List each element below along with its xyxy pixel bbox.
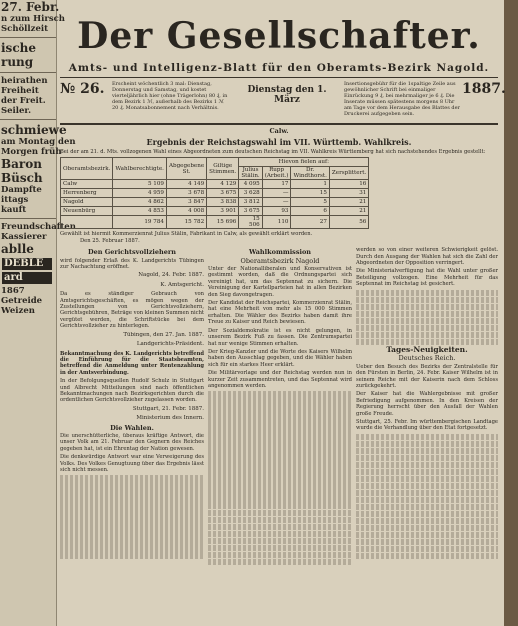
spine-line: der Freit.	[1, 96, 46, 106]
right-column	[356, 247, 498, 566]
table-header: Abgegebene St.	[166, 158, 206, 180]
article-heading: Bekanntmachung des K. Landgerichts betreffend die Einführung für die Staatsbeamten, betreffend die Anmeldung unter Rentenzahlung in der Amtsverbindung.	[60, 350, 204, 376]
article-paragraph: Stuttgart, 25. Febr. Im württembergischen Landtage wurde die Verhandlung über den Etat fortgesetzt.	[356, 419, 498, 432]
article-heading: Tages-Neuigkeiten.	[386, 344, 468, 354]
spine-inverse-label: ard	[2, 272, 52, 284]
election-intro: Bei der am 21. d. Mts. vollzogenen Wahl eines Abgeordneten zum deutschen Reichstag im VII. Wahlkreis Württemberg hat sich nachstehendes Ergebnis gestellt:	[60, 149, 486, 155]
spine-line: Büsch	[1, 171, 43, 185]
article-paragraph: Die unerschütterliche, überaus kräftige Antwort, die unser Volk am 21. Februar den Gegnern des Reiches gegeben hat, ist ein Ehrentag der Nation gewesen.	[60, 432, 204, 452]
dateline: Stuttgart, 21. Febr. 1887.	[132, 405, 204, 412]
spine-line: kauft	[1, 205, 27, 215]
spine-line: Getreide	[1, 296, 43, 306]
article-paragraph: werden so von einer weiteren Schwierigkeit gelöst. Durch den Ausgang der Wahlen hat sich die Zahl der Abgeordneten der Opposition verringert.	[356, 247, 498, 267]
table-total-row: 19 784 15 782 15 696 15 506 110 27 56	[61, 216, 369, 229]
article-heading: Wahlkommission	[248, 248, 312, 257]
spine-line: Dampfte	[1, 185, 42, 195]
article-columns	[60, 247, 498, 566]
spine-line: Kassierer	[1, 232, 47, 242]
article-paragraph: wird folgender Erlaß des K. Landgerichts Tübingen zur Nachachtung eröffnet.	[60, 257, 204, 271]
article-paragraph: Der Kandidat der Reichspartei, Kommerzienrat Stälin, hat eine Mehrheit von mehr als 15 000 Stimmen erhalten. Die Wähler des Bezirks haben damit ihre Treue zu Kaiser und Reich bewiesen.	[208, 300, 352, 326]
spine-line: Freundschaften	[1, 222, 76, 232]
spine-line: n zum Hirsch	[1, 14, 65, 24]
table-header: Dr. Windthorst.	[291, 167, 329, 180]
article-heading: Den Gerichtsvollziehern	[87, 248, 177, 257]
table-row: Neuenbürg 4 853 4 008 3 901 3 675 93 6 21	[61, 207, 369, 216]
table-row: Herrenberg 4 959 3 678 3 675 3 628 — 15 31	[61, 189, 369, 198]
spine-line: Seiler.	[1, 106, 32, 116]
left-column	[60, 247, 204, 566]
election-results-table	[60, 157, 369, 229]
spine-line: ablle	[1, 242, 34, 256]
table-row: Nagold 4 862 3 847 3 838 3 812 — 5 21	[61, 198, 369, 207]
spine-line: heirathen	[1, 76, 48, 86]
dateline: Tübingen, den 27. Jan. 1887.	[123, 331, 204, 338]
article-paragraph: Der Krieg-Kanzler und die Worte des Kaisers Wilhelm haben den Ausschlag gegeben, und die Wähler haben sich für ein starkes Heer erklärt.	[208, 348, 352, 368]
article-paragraph: Die Militärvorlage und der Reichstag werden nun in kurzer Zeit zusammentreten, und das Septennat wird angenommen werden.	[208, 370, 352, 389]
election-date-line: Den 25. Februar 1887.	[80, 237, 140, 244]
election-result-section	[60, 127, 498, 244]
election-headline: Ergebnis der Reichstagswahl im VII. Württemb. Wahlkreis.	[146, 137, 412, 147]
section-place: Calw.	[269, 127, 289, 135]
table-header: Wahlberechtigte.	[113, 158, 167, 180]
issue-number: № 26.	[60, 81, 105, 97]
spine-line: am Montag den	[1, 137, 76, 147]
spine-line: Schöllzeit	[1, 24, 49, 34]
spine-line: ische	[1, 41, 36, 55]
front-page	[60, 10, 506, 620]
election-conclusion: Gewählt ist hiermit Kommerzienrat Julius Stälin, Fabrikant in Calw, als gewählt erklärt worden.	[60, 231, 313, 238]
table-group-header: Hievon fielen auf:	[239, 158, 369, 167]
article-paragraph: Ueber den Besuch des Bezirks der Zentralstelle für den Fürsten in Berlin, 24. Febr. Kaiser Wilhelm ist in seinem Reiche mit der Kaiserin nach dem Schloss zurückgekehrt.	[356, 363, 498, 389]
spine-line: 27. Febr.	[1, 0, 60, 14]
signature: Ministerium des Innern.	[136, 415, 204, 422]
table-header: Oberamtsbezirk.	[61, 158, 113, 180]
masthead-subtitle: Amts- und Intelligenz-Blatt für den Oberamts-Bezirk Nagold.	[60, 62, 498, 78]
article-paragraph: Die denkwürdige Antwort war eine Verweigerung des Volks. Des Volkes Genugtuung über das Ergebnis lässt sich nicht messen.	[60, 454, 204, 473]
table-header: Zersplittert.	[329, 167, 368, 180]
article-subheading: Oberamtsbezirk Nagold	[240, 256, 320, 265]
spine-line: Baron	[1, 157, 42, 171]
middle-column	[208, 247, 352, 566]
advertising-info: Insertionsgebühr für die 1spaltige Zeile aus gewöhnlicher Schrift bei einmaliger Einrückung 9 ₰, bei mehrmaliger je 6 ₰. Die Inserate müssen spätestens morgens 8 Uhr am Tage vor dem Herausgabe des Blattes der Druckerei aufgegeben sein.	[344, 81, 460, 117]
masthead-title: Der Gesellschafter.	[77, 15, 481, 57]
article-paragraph: In der Befolgungsquellen Rudolf Schulz in Stuttgart und Albrecht Mitteilungen sind nach öffentlichen Bekanntmachungen nach Bezirksgerichten durch die ordentlichen Gerichtsvollzieher zugelassen worden.	[60, 378, 204, 404]
article-paragraph: Der Sozialdemokratie ist es nicht gelungen, in unserem Bezirk Fuß zu fassen. Die Zentrumspartei hat nur wenige Stimmen erhalten.	[208, 327, 352, 347]
publication-info: Erscheint wöchentlich 3 mal: Dienstag, Donnerstag und Samstag, und kostet vierteljährlich hier (ohne Trägerlohn) 80 ₰, in dem Bezirk 1 ℳ, außerhalb des Bezirks 1 ℳ 20 ₰. Monatsabonnement nach Verhältnis.	[112, 81, 228, 111]
table-header: Julius Stälin.	[239, 167, 262, 180]
spine-line: rung	[1, 55, 34, 69]
spine-line: 1867	[1, 286, 25, 296]
article-paragraph: Die Ministerialverfügung hat die Wahl unter großer Beteiligung vollzogen. Eine Mehrheit für das Septennat im Reichstag ist gesichert.	[356, 268, 498, 288]
spine-inverse-label: DEBLE	[2, 258, 52, 270]
dateline: Nagold, 24. Febr. 1887.	[138, 272, 204, 279]
issue-info-row	[60, 78, 506, 125]
spine-line: Weizen	[1, 306, 35, 316]
article-subheading: Deutsches Reich.	[398, 354, 456, 363]
signature: Landgerichts-Präsident.	[136, 341, 204, 348]
spine-line: schmiewe	[1, 123, 67, 137]
spine-line: Freiheit	[1, 86, 39, 96]
spine-line: Morgen früh	[1, 147, 62, 157]
table-row: Calw 5 109 4 149 4 129 4 095 17 1 16	[61, 180, 369, 189]
issue-date: Dienstag den 1. März	[247, 85, 327, 105]
article-heading: Die Wahlen.	[110, 423, 154, 432]
spine-line: ittags	[1, 195, 29, 205]
signature: K. Amtsgericht.	[160, 281, 204, 288]
article-paragraph: Unter der Nationalliberalen und Konservativen ist gestimmt worden, daß die Ordnungspartei sich vereinigt hat, um das Septennat zu sichern. Die Vereinigung der Kartellparteien hat in allen Bezirken den Sieg davongetragen.	[208, 266, 352, 298]
article-paragraph: Der Kaiser hat die Wahlergebnisse mit großer Befriedigung aufgenommen. In den Kreisen der Regierung herrscht über den Ausfall der Wahlen große Freude.	[356, 391, 498, 417]
adjacent-page-strip	[0, 0, 76, 626]
article-paragraph: Da es ständiger Gebrauch von Amtsgerichtsgeschäften, es mögen wegen der Zustellungen von Gerichtsvollziehern, Gerichtsgebühren, Beträge von kleinen Summen nicht vergütet werden, die Schriftstücke bei dem Gerichtsvollzieher zu hinterlegen.	[60, 291, 204, 330]
issue-year: 1887.	[462, 81, 506, 97]
table-header: Giltige Stimmen.	[207, 158, 239, 180]
table-header: Rupp (Arbeit.)	[262, 167, 291, 180]
